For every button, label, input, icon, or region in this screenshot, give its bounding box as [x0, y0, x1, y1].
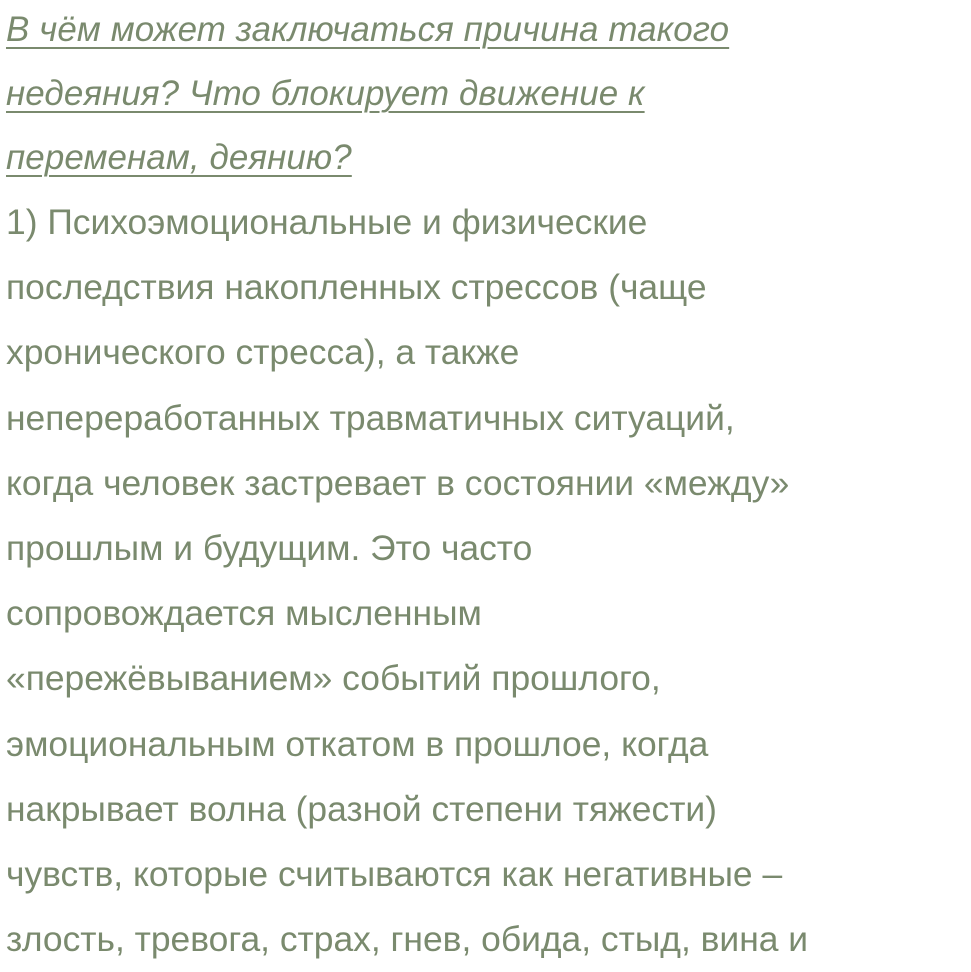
paragraph-line: злость, тревога, страх, гнев, обида, стыд, вина и — [6, 919, 809, 960]
heading-line: переменам, деянию? — [6, 138, 352, 177]
paragraph-line: 1) Психоэмоциональные и физические — [6, 202, 648, 242]
paragraph-line: когда человек застревает в состоянии «между» — [6, 462, 790, 503]
paragraph-line: «пережёвыванием» событий прошлого, — [6, 658, 661, 699]
paragraph-line: прошлым и будущим. Это часто — [6, 528, 533, 569]
heading-line: недеяния? Что блокирует движение к — [6, 74, 645, 113]
paragraph-line: непереработанных травматичных ситуаций, — [6, 397, 735, 438]
paragraph-line: сопровождается мысленным — [6, 593, 482, 634]
section-question-heading — [6, 0, 966, 190]
paragraph-line: хронического стресса), а также — [6, 332, 520, 373]
paragraph-line: последствия накопленных стрессов (чаще — [6, 267, 707, 308]
heading-line: В чём может заключаться причина такого — [6, 10, 730, 49]
paragraph-line: эмоциональным откатом в прошлое, когда — [6, 723, 709, 764]
answer-paragraph — [6, 190, 966, 972]
paragraph-line: накрывает волна (разной степени тяжести) — [6, 788, 717, 829]
paragraph-line: чувств, которые считываются как негативные – — [6, 854, 783, 895]
article-content — [6, 0, 966, 972]
